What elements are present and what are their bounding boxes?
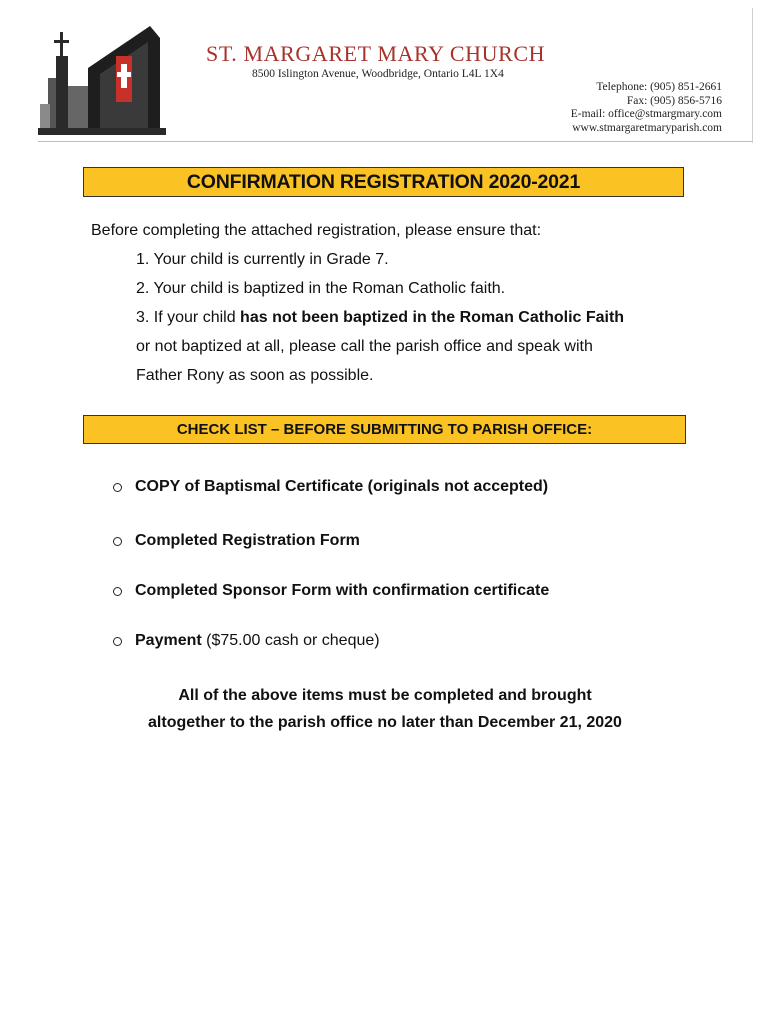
requirement-grade: 1. Your child is currently in Grade 7. (136, 251, 389, 268)
checklist-item-label: COPY of Baptismal Certificate (originals not accepted) (135, 478, 549, 495)
church-logo (38, 20, 166, 135)
checklist-item-label: Completed Registration Form (135, 532, 360, 549)
deadline-notice (100, 682, 670, 736)
checkbox-icon (113, 483, 122, 492)
deadline-line-1: All of the above items must be completed and brought (178, 687, 592, 704)
requirement-not-baptized (136, 309, 624, 327)
fax: Fax: (905) 856-5716 (626, 94, 722, 107)
checklist-item (113, 532, 360, 550)
checklist-heading: CHECK LIST – BEFORE SUBMITTING TO PARISH OFFICE: (176, 421, 593, 438)
telephone: Telephone: (905) 851-2661 (596, 81, 722, 93)
checkbox-icon (113, 537, 122, 546)
requirement-prefix: 3. If your child (136, 309, 241, 326)
email: E-mail: office@stmargmary.com (570, 108, 722, 120)
website: www.stmargaretmaryparish.com (572, 121, 722, 134)
checklist-item (113, 582, 549, 600)
title-banner (83, 167, 684, 197)
church-address: 8500 Islington Avenue, Woodbridge, Ontario L4L 1X4 (252, 68, 504, 80)
requirement-line-2: or not baptized at all, please call the parish office and speak with (136, 338, 593, 355)
header-divider-vertical (752, 8, 753, 143)
contact-info (571, 81, 722, 135)
checklist-item-label: Payment (135, 632, 202, 649)
page-title: CONFIRMATION REGISTRATION 2020-2021 (186, 170, 581, 193)
checkbox-icon (113, 587, 122, 596)
checklist-item (113, 632, 380, 650)
intro-text: Before completing the attached registration, please ensure that: (91, 222, 542, 239)
deadline-line-2: altogether to the parish office no later than December 21, 2020 (148, 714, 622, 731)
checklist-item-detail: ($75.00 cash or cheque) (201, 632, 380, 649)
requirement-emphasis: has not been baptized in the Roman Catholic Faith (240, 309, 625, 326)
checklist-item-label: Completed Sponsor Form with confirmation certificate (135, 582, 550, 599)
checklist-banner (83, 415, 686, 444)
checkbox-icon (113, 637, 122, 646)
requirement-baptized: 2. Your child is baptized in the Roman Catholic faith. (136, 280, 506, 297)
checklist-item (113, 478, 548, 496)
header-divider (38, 141, 752, 142)
requirement-line-3: Father Rony as soon as possible. (136, 367, 374, 384)
church-name: ST. MARGARET MARY CHURCH (206, 41, 546, 66)
